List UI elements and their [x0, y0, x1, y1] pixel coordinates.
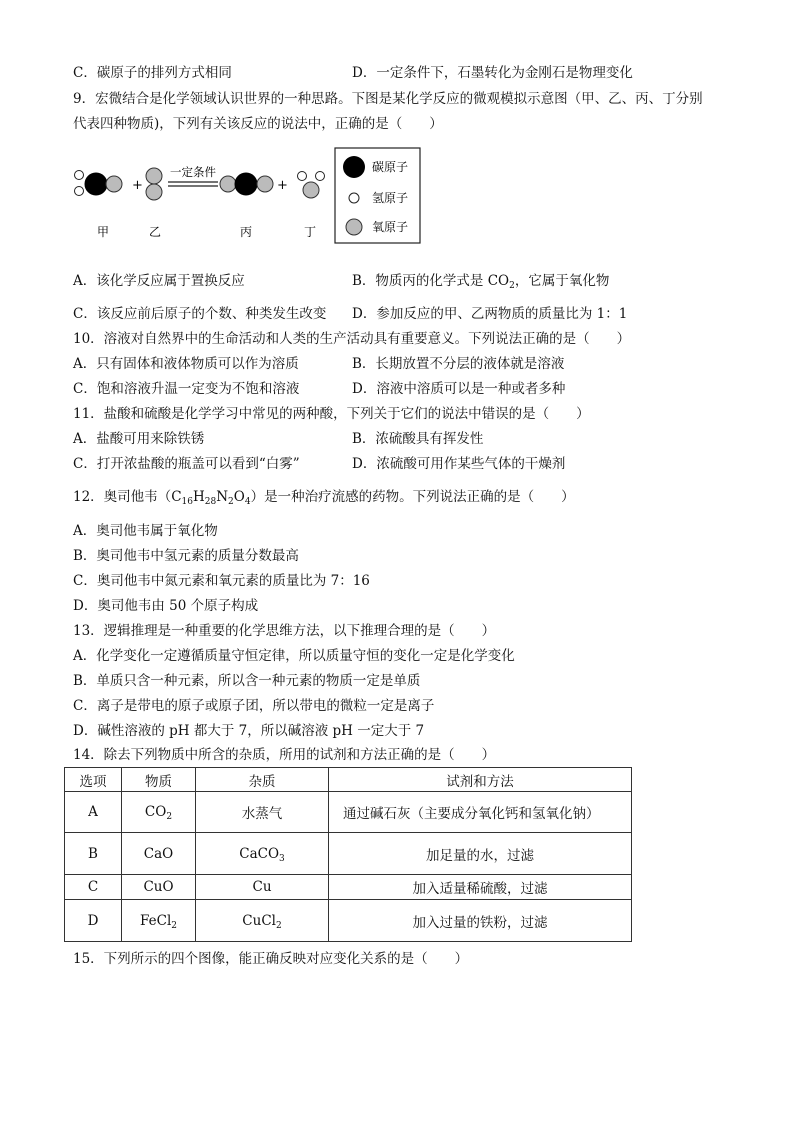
q11-option-b: B．浓硫酸具有挥发性: [352, 431, 484, 447]
q10-option-d: D．溶液中溶质可以是一种或者多种: [352, 381, 566, 397]
q12-option-c: C．奥司他韦中氮元素和氧元素的质量比为 7：16: [73, 573, 370, 589]
row-option: C: [65, 875, 122, 900]
row-substance: FeCl$_2$: [122, 900, 196, 942]
q9-option-d: D．参加反应的甲、乙两物质的质量比为 1：1: [352, 306, 628, 322]
label-bing: 丙: [240, 225, 253, 239]
q13-option-d: D．碱性溶液的 pH 都大于 7，所以碱溶液 pH 一定大于 7: [73, 723, 425, 739]
row-impurity: CaCO$_3$: [196, 833, 329, 875]
q10-option-c: C．饱和溶液升温一定变为不饱和溶液: [73, 381, 300, 397]
table-row: [65, 792, 632, 833]
q9-stem-line2: 代表四种物质)，下列有关该反应的说法中，正确的是（ ）: [73, 116, 443, 132]
q10-stem: 10．溶液对自然界中的生命活动和人类的生产活动具有重要意义。下列说法正确的是（ ）: [73, 331, 631, 347]
row-option: B: [65, 833, 122, 875]
header-option: 选项: [65, 768, 122, 792]
option-c-prev: C．碳原子的排列方式相同: [73, 65, 232, 81]
row-option: D: [65, 900, 122, 942]
q12-option-a: A．奥司他韦属于氧化物: [73, 523, 218, 539]
q11-option-d: D．浓硫酸可用作某些气体的干燥剂: [352, 456, 566, 472]
table-header-row: [65, 768, 632, 792]
q14-table: [64, 767, 632, 942]
label-jia: 甲: [97, 225, 110, 239]
reaction-condition: 一定条件: [170, 165, 216, 179]
label-ding: 丁: [304, 225, 317, 239]
q9-option-b: B．物质丙的化学式是 $CO_2$，它属于氧化物: [352, 273, 610, 291]
row-method: 通过碱石灰（主要成分氧化钙和氢氧化钠）: [329, 792, 632, 833]
q9-option-c: C．该反应前后原子的个数、种类发生改变: [73, 306, 327, 322]
q12-option-b: B．奥司他韦中氢元素的质量分数最高: [73, 548, 299, 564]
table-row: [65, 833, 632, 875]
q12-stem: 12．奥司他韦$(C_{16}H_{28}N_2O_4)$是一种治疗流感的药物。下列说法正确的是（ ）: [73, 489, 575, 507]
reaction-diagram: [70, 145, 430, 250]
option-d-prev: D．一定条件下，石墨转化为金刚石是物理变化: [352, 65, 633, 81]
q13-stem: 13．逻辑推理是一种重要的化学思维方法，以下推理合理的是（ ）: [73, 623, 496, 639]
q13-option-c: C．离子是带电的原子或原子团，所以带电的微粒一定是离子: [73, 698, 435, 714]
row-substance: CaO: [122, 833, 196, 875]
q14-stem: 14．除去下列物质中所含的杂质，所用的试剂和方法正确的是（ ）: [73, 747, 496, 763]
molecule-yi: [146, 168, 162, 200]
row-method: 加入适量稀硫酸，过滤: [329, 875, 632, 900]
row-substance: CuO: [122, 875, 196, 900]
legend-hydrogen: 氢原子: [372, 191, 409, 205]
q13-option-b: B．单质只含一种元素，所以含一种元素的物质一定是单质: [73, 673, 421, 689]
row-substance: $CO_2$: [122, 792, 196, 833]
q9-stem-line1: 9．宏微结合是化学领域认识世界的一种思路。下图是某化学反应的微观模拟示意图（甲、乙、丙、丁分别: [73, 91, 703, 107]
row-impurity: CuCl$_2$: [196, 900, 329, 942]
q10-option-b: B．长期放置不分层的液体就是溶液: [352, 356, 565, 372]
q13-option-a: A．化学变化一定遵循质量守恒定律，所以质量守恒的变化一定是化学变化: [73, 648, 515, 664]
header-method: 试剂和方法: [329, 768, 632, 792]
q11-option-c: C．打开浓盐酸的瓶盖可以看到“白雾”: [73, 456, 300, 472]
legend-carbon: 碳原子: [372, 160, 409, 174]
header-substance: 物质: [122, 768, 196, 792]
row-method: 加足量的水，过滤: [329, 833, 632, 875]
q15-stem: 15．下列所示的四个图像，能正确反映对应变化关系的是（ ）: [73, 951, 469, 967]
legend-carbon-icon: [343, 156, 365, 178]
row-method: 加入过量的铁粉，过滤: [329, 900, 632, 942]
row-impurity: Cu: [196, 875, 329, 900]
q11-stem: 11．盐酸和硫酸是化学学习中常见的两种酸，下列关于它们的说法中错误的是（ ）: [73, 406, 590, 422]
q9-option-a: A．该化学反应属于置换反应: [73, 273, 245, 289]
plus-sign-2: +: [277, 178, 288, 193]
legend-hydrogen-icon: [349, 193, 359, 203]
molecule-ding: [298, 172, 325, 199]
row-impurity: 水蒸气: [196, 792, 329, 833]
q12-option-d: D．奥司他韦由 50 个原子构成: [73, 598, 259, 614]
row-option: A: [65, 792, 122, 833]
molecule-bing: [220, 173, 273, 195]
table-row: [65, 875, 632, 900]
plus-sign-1: +: [132, 178, 143, 193]
table-row: [65, 900, 632, 942]
legend-oxygen-icon: [346, 219, 362, 235]
molecule-jia: [75, 171, 123, 196]
legend-oxygen: 氧原子: [372, 220, 409, 234]
q11-option-a: A．盐酸可用来除铁锈: [73, 431, 205, 447]
header-impurity: 杂质: [196, 768, 329, 792]
label-yi: 乙: [149, 225, 162, 239]
q10-option-a: A．只有固体和液体物质可以作为溶质: [73, 356, 299, 372]
